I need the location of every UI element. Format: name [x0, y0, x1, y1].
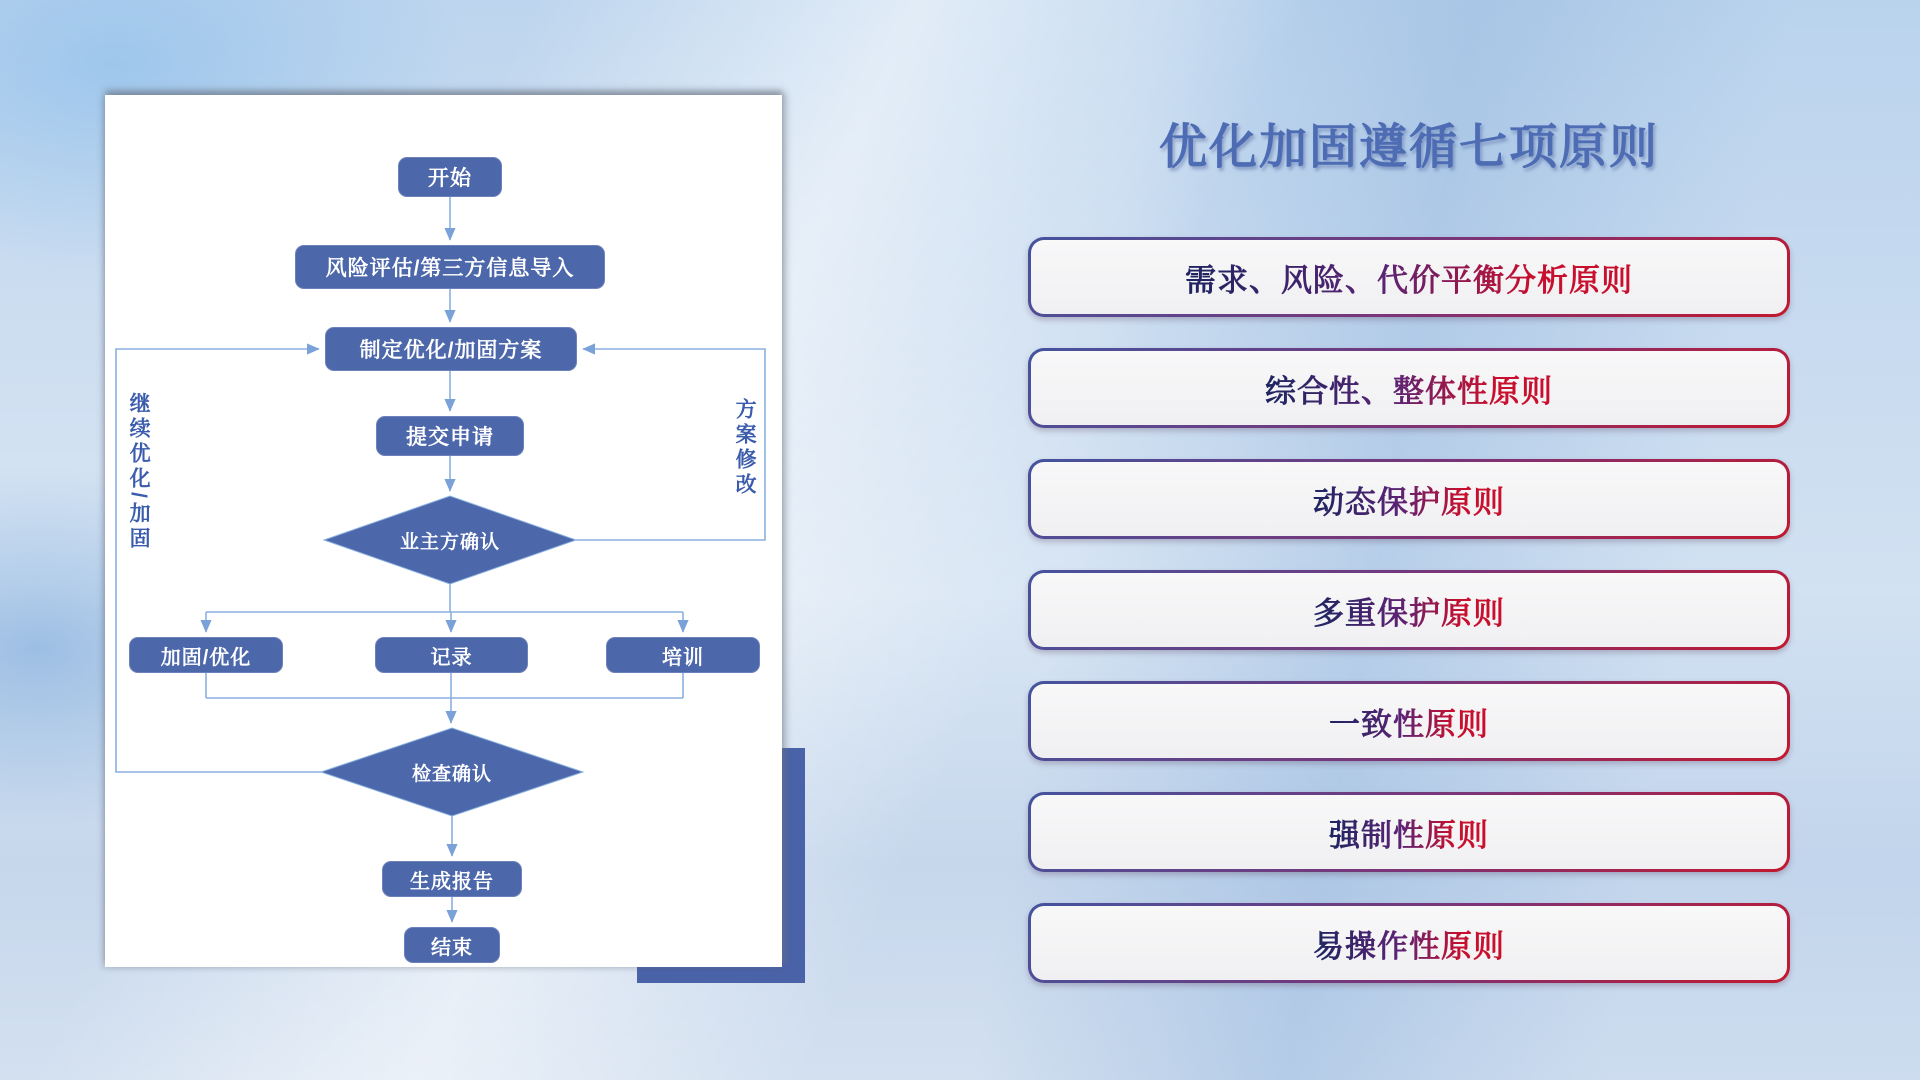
principle-box-6 — [1028, 792, 1790, 872]
node-risk-import: 风险评估/第三方信息导入 — [295, 245, 605, 289]
principle-label-5: 一致性原则 — [1329, 699, 1489, 744]
principle-label-2: 综合性、整体性原则 — [1265, 366, 1553, 411]
principle-box-4 — [1028, 570, 1790, 650]
node-reinforce: 加固/优化 — [129, 637, 283, 673]
flowchart-card — [105, 95, 782, 967]
page-title: 优化加固遵循七项原则 — [1158, 121, 1659, 174]
principle-label-3: 动态保护原则 — [1313, 477, 1505, 522]
node-submit: 提交申请 — [376, 416, 524, 456]
principle-box-5 — [1028, 681, 1790, 761]
loop-label-plan-revise: 方案修改 — [733, 398, 757, 498]
node-record: 记录 — [375, 637, 528, 673]
node-training: 培训 — [606, 637, 760, 673]
node-start: 开始 — [398, 157, 502, 197]
principle-label-1: 需求、风险、代价平衡分析原则 — [1185, 255, 1633, 300]
principle-box-1 — [1028, 237, 1790, 317]
principle-label-7: 易操作性原则 — [1313, 921, 1505, 966]
node-end: 结束 — [404, 927, 500, 963]
principle-label-6: 强制性原则 — [1329, 810, 1489, 855]
loop-label-continue-optimize: 继续优化/加固 — [127, 392, 151, 552]
principle-label-4: 多重保护原则 — [1313, 588, 1505, 633]
node-check-confirm: 检查确认 — [411, 763, 492, 785]
node-owner-confirm: 业主方确认 — [399, 531, 500, 553]
node-make-plan: 制定优化/加固方案 — [325, 327, 577, 371]
principle-box-3 — [1028, 459, 1790, 539]
node-report: 生成报告 — [382, 861, 522, 897]
principle-box-7 — [1028, 903, 1790, 983]
principle-box-2 — [1028, 348, 1790, 428]
